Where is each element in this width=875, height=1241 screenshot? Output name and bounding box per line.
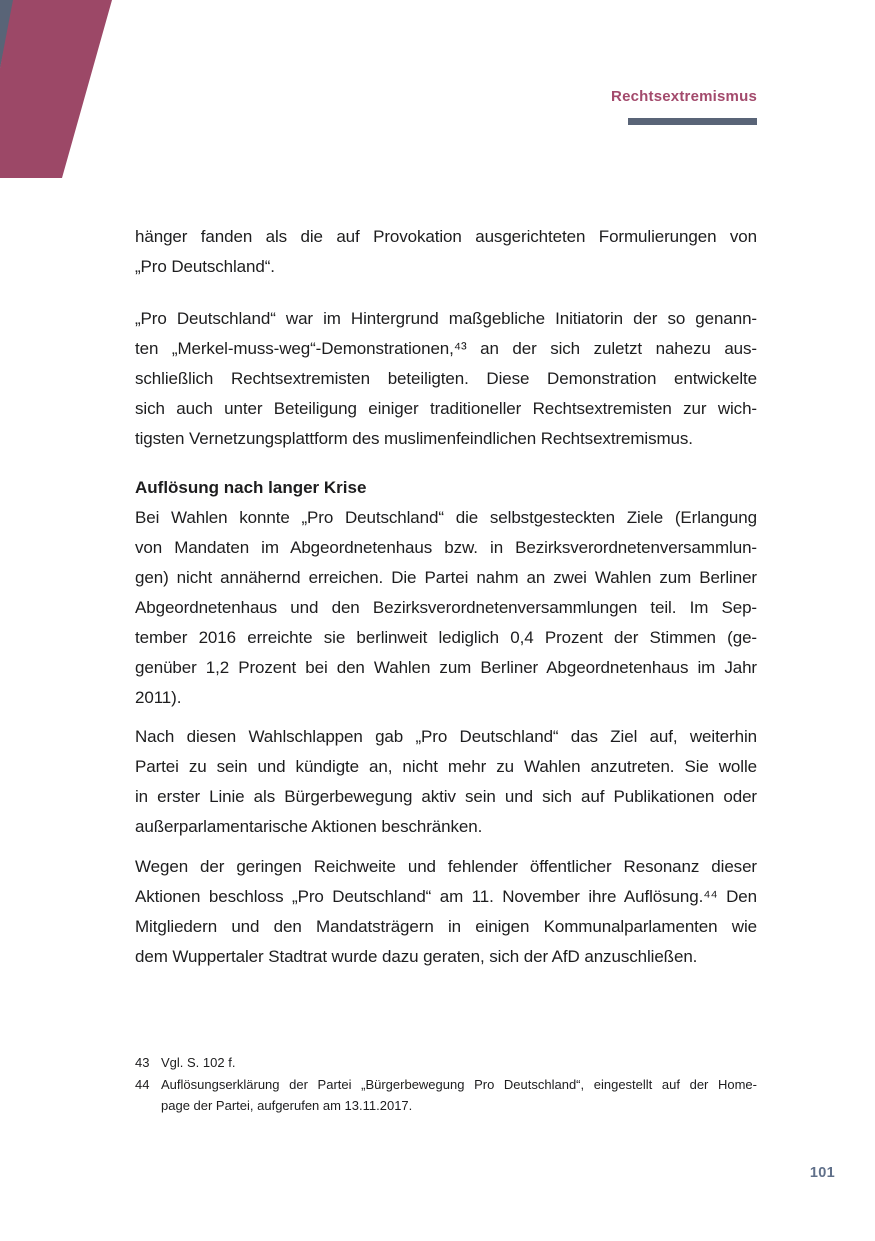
footnote-43 xyxy=(135,1052,757,1073)
paragraph-1: hänger fanden als die auf Provokation ausgerichteten Formulierungen von „Pro Deutschland“. xyxy=(135,227,757,276)
footnote-text: Vgl. S. 102 f. xyxy=(161,1055,236,1070)
paragraph-2: „Pro Deutschland“ war im Hintergrund maßgebliche Initiatorin der so genann- ten „Merkel-muss-weg“-Demonstrationen,⁴³ an der sich zuletzt nahezu aus- schließlich Rechtsextremisten beteiligten. Diese Demonstration entwickelte sich auch unter Beteiligung einiger traditioneller Rechtsextremisten zur wich- tigsten Vernetzungsplattform des muslimenfeindlichen Rechtsextremismus. xyxy=(135,309,757,448)
footnote-44 xyxy=(135,1074,757,1116)
paragraph-3: Bei Wahlen konnte „Pro Deutschland“ die selbstgesteckten Ziele (Erlangung von Mandaten im Abgeordnetenhaus bzw. in Bezirksverordnetenversammlun- gen) nicht annähernd erreichen. Die Partei nahm an zwei Wahlen zum Berliner Abgeordnetenhaus und den Bezirksverordnetenversammlungen teil. Im Sep- tember 2016 erreichte sie berlinweit lediglich 0,4 Prozent der Stimmen (ge- genüber 1,2 Prozent bei den Wahlen zum Berliner Abgeordnetenhaus im Jahr 2011). xyxy=(135,508,757,707)
running-header-rule xyxy=(628,118,757,125)
page-number: 101 xyxy=(809,1165,835,1181)
footnote-number: 43 xyxy=(135,1055,150,1070)
footnote-text: Auflösungserklärung der Partei „Bürgerbewegung Pro Deutschland“, eingestellt auf der Home- page der Partei, aufgerufen am 13.11.2017. xyxy=(161,1077,757,1113)
paragraph-4: Nach diesen Wahlschlappen gab „Pro Deutschland“ das Ziel auf, weiterhin Partei zu sein und kündigte an, nicht mehr zu Wahlen anzutreten. Sie wolle in erster Linie als Bürgerbewegung aktiv sein und sich auf Publikationen oder außerparlamentarische Aktionen beschränken. xyxy=(135,727,757,836)
footnote-number: 44 xyxy=(135,1077,150,1092)
section-heading: Auflösung nach langer Krise xyxy=(135,478,367,497)
running-header-label: Rechtsextremismus xyxy=(611,88,757,105)
paragraph-5: Wegen der geringen Reichweite und fehlender öffentlicher Resonanz dieser Aktionen beschloss „Pro Deutschland“ am 11. November ihre Auflösung.⁴⁴ Den Mitgliedern und den Mandatsträgern in einigen Kommunalparlamenten wie dem Wuppertaler Stadtrat wurde dazu geraten, sich der AfD anzuschließen. xyxy=(135,857,757,966)
corner-maroon-shape xyxy=(0,0,113,178)
running-header xyxy=(457,88,757,125)
footnotes-block xyxy=(135,1052,757,1117)
corner-decoration xyxy=(0,0,120,180)
